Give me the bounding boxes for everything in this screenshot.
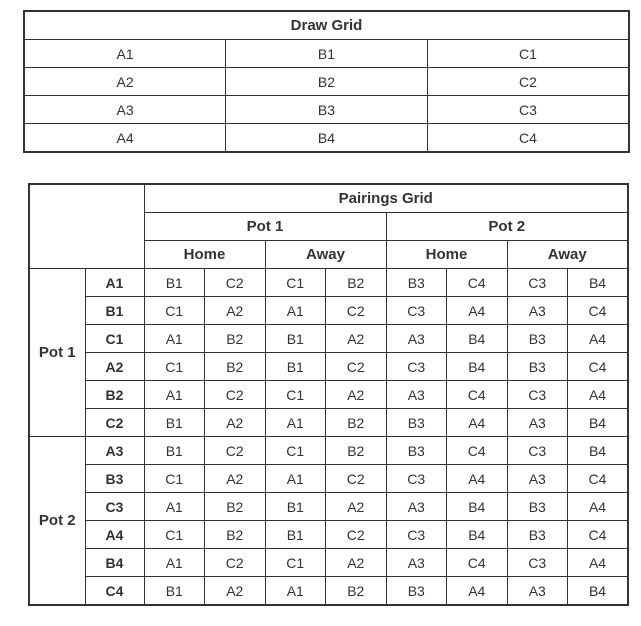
pairing-cell: B4 [447,325,508,353]
pairing-cell: B4 [568,577,629,606]
pairing-cell: C1 [144,521,205,549]
pairings-grid-header [29,184,628,269]
pairing-cell: B2 [205,325,266,353]
pairing-cell: C3 [507,437,568,465]
pairings-grid-title: Pairings Grid [144,184,628,213]
table-row [29,184,628,213]
pairing-cell: B2 [326,437,387,465]
table-row [29,297,628,325]
pairing-cell: B3 [507,493,568,521]
pairing-cell: C2 [326,297,387,325]
pairing-cell: B3 [386,577,447,606]
pairing-cell: B1 [144,577,205,606]
pairing-cell: B2 [205,493,266,521]
pot-row-label: Pot 2 [29,437,85,606]
table-row [29,465,628,493]
away-header-pot2: Away [507,241,628,269]
table-row [29,493,628,521]
pairing-cell: C1 [265,549,326,577]
pairing-cell: A4 [568,381,629,409]
pairing-cell: B2 [326,577,387,606]
pot2-column-header: Pot 2 [386,213,628,241]
pairing-cell: B1 [265,325,326,353]
pairing-cell: B4 [568,437,629,465]
pairing-cell: A2 [205,465,266,493]
pairing-cell: C2 [205,381,266,409]
pairing-cell: B3 [507,353,568,381]
draw-grid-cell: A4 [24,124,226,153]
pairing-cell: A2 [326,381,387,409]
pairing-cell: C1 [144,465,205,493]
table-row [29,325,628,353]
table-row [29,549,628,577]
pairing-cell: A3 [386,325,447,353]
corner-cell [29,184,144,269]
pairing-cell: B1 [144,409,205,437]
draw-grid-cell: B4 [226,124,428,153]
pairing-cell: C4 [447,381,508,409]
pairing-cell: C3 [507,269,568,297]
table-row [29,409,628,437]
pairing-cell: C3 [386,465,447,493]
pairing-cell: C4 [447,437,508,465]
draw-grid-table [23,10,630,153]
pairings-grid-table [28,183,629,606]
table-row [29,381,628,409]
pairing-cell: A3 [386,493,447,521]
pairing-cell: A4 [447,577,508,606]
pairing-cell: A1 [265,409,326,437]
pairing-cell: B1 [144,437,205,465]
pairing-cell: C2 [326,521,387,549]
pairing-cell: A3 [507,577,568,606]
pairing-cell: B3 [507,521,568,549]
pairing-cell: B3 [386,269,447,297]
team-row-label: A2 [85,353,144,381]
pairing-cell: A1 [265,577,326,606]
draw-grid-cell: B2 [226,68,428,96]
pairing-cell: B2 [326,269,387,297]
table-row [29,353,628,381]
team-row-label: A1 [85,269,144,297]
pairing-cell: C1 [144,297,205,325]
team-row-label: B1 [85,297,144,325]
pairing-cell: A3 [507,465,568,493]
draw-grid-header [24,11,629,40]
pairing-cell: B1 [265,521,326,549]
pairing-cell: C2 [205,437,266,465]
draw-grid-cell: A3 [24,96,226,124]
draw-grid-cell: C2 [427,68,629,96]
team-row-label: C1 [85,325,144,353]
pairing-cell: A3 [507,409,568,437]
pairing-cell: B3 [386,409,447,437]
pairing-cell: A4 [447,297,508,325]
table-row [29,437,628,465]
pairing-cell: B1 [265,353,326,381]
pairing-cell: C3 [507,381,568,409]
pairing-cell: B4 [447,521,508,549]
pairing-cell: A3 [386,549,447,577]
pairing-cell: A1 [144,493,205,521]
pairing-cell: B4 [568,269,629,297]
pairing-cell: C2 [205,549,266,577]
draw-grid-cell: B3 [226,96,428,124]
pot-row-label: Pot 1 [29,269,85,437]
pairing-cell: B4 [447,493,508,521]
pairing-cell: B2 [205,353,266,381]
table-row [24,96,629,124]
pairing-cell: C1 [144,353,205,381]
pairing-cell: C4 [568,353,629,381]
pairing-cell: A1 [265,465,326,493]
pairing-cell: B1 [265,493,326,521]
pairings-grid-body [29,269,628,606]
pairing-cell: A2 [205,409,266,437]
team-row-label: B4 [85,549,144,577]
pairing-cell: A2 [205,297,266,325]
pairing-cell: C1 [265,269,326,297]
team-row-label: C4 [85,577,144,606]
pairing-cell: C4 [568,465,629,493]
draw-grid-title: Draw Grid [24,11,629,40]
table-row [29,577,628,606]
pairing-cell: C4 [447,549,508,577]
pairing-cell: A1 [144,549,205,577]
team-row-label: A4 [85,521,144,549]
pairing-cell: A1 [144,325,205,353]
table-row [24,68,629,96]
table-row [24,40,629,68]
table-row [24,11,629,40]
pairing-cell: C4 [568,521,629,549]
pairing-cell: A3 [386,381,447,409]
pairing-cell: C3 [386,297,447,325]
pairing-cell: A4 [568,325,629,353]
pairing-cell: C1 [265,437,326,465]
team-row-label: A3 [85,437,144,465]
draw-grid-cell: C4 [427,124,629,153]
pairing-cell: B3 [507,325,568,353]
pairing-cell: A4 [568,493,629,521]
team-row-label: B2 [85,381,144,409]
home-header-pot2: Home [386,241,507,269]
pairing-cell: C2 [326,353,387,381]
pairing-cell: A4 [447,409,508,437]
pairing-cell: B4 [447,353,508,381]
pairing-cell: A2 [326,493,387,521]
pairing-cell: C1 [265,381,326,409]
pairing-cell: C4 [447,269,508,297]
pairing-cell: B2 [326,409,387,437]
team-row-label: C2 [85,409,144,437]
pairing-cell: C2 [326,465,387,493]
pairing-cell: A3 [507,297,568,325]
pairing-cell: A4 [447,465,508,493]
pairing-cell: A2 [326,325,387,353]
pairing-cell: C3 [386,353,447,381]
draw-grid-cell: C3 [427,96,629,124]
pairing-cell: B1 [144,269,205,297]
pairing-cell: B4 [568,409,629,437]
team-row-label: B3 [85,465,144,493]
pairing-cell: A2 [326,549,387,577]
draw-grid-cell: A2 [24,68,226,96]
pairing-cell: B2 [205,521,266,549]
table-row [29,521,628,549]
table-row [29,269,628,297]
draw-grid-body [24,40,629,153]
pairing-cell: A4 [568,549,629,577]
pairing-cell: C4 [568,297,629,325]
draw-grid-cell: B1 [226,40,428,68]
pot1-column-header: Pot 1 [144,213,386,241]
team-row-label: C3 [85,493,144,521]
pairing-cell: A1 [265,297,326,325]
table-row [24,124,629,153]
pairing-cell: B3 [386,437,447,465]
away-header-pot1: Away [265,241,386,269]
draw-grid-cell: C1 [427,40,629,68]
pairing-cell: C3 [507,549,568,577]
pairing-cell: C3 [386,521,447,549]
pairing-cell: A2 [205,577,266,606]
pairing-cell: C2 [205,269,266,297]
home-header-pot1: Home [144,241,265,269]
draw-grid-cell: A1 [24,40,226,68]
pairing-cell: A1 [144,381,205,409]
